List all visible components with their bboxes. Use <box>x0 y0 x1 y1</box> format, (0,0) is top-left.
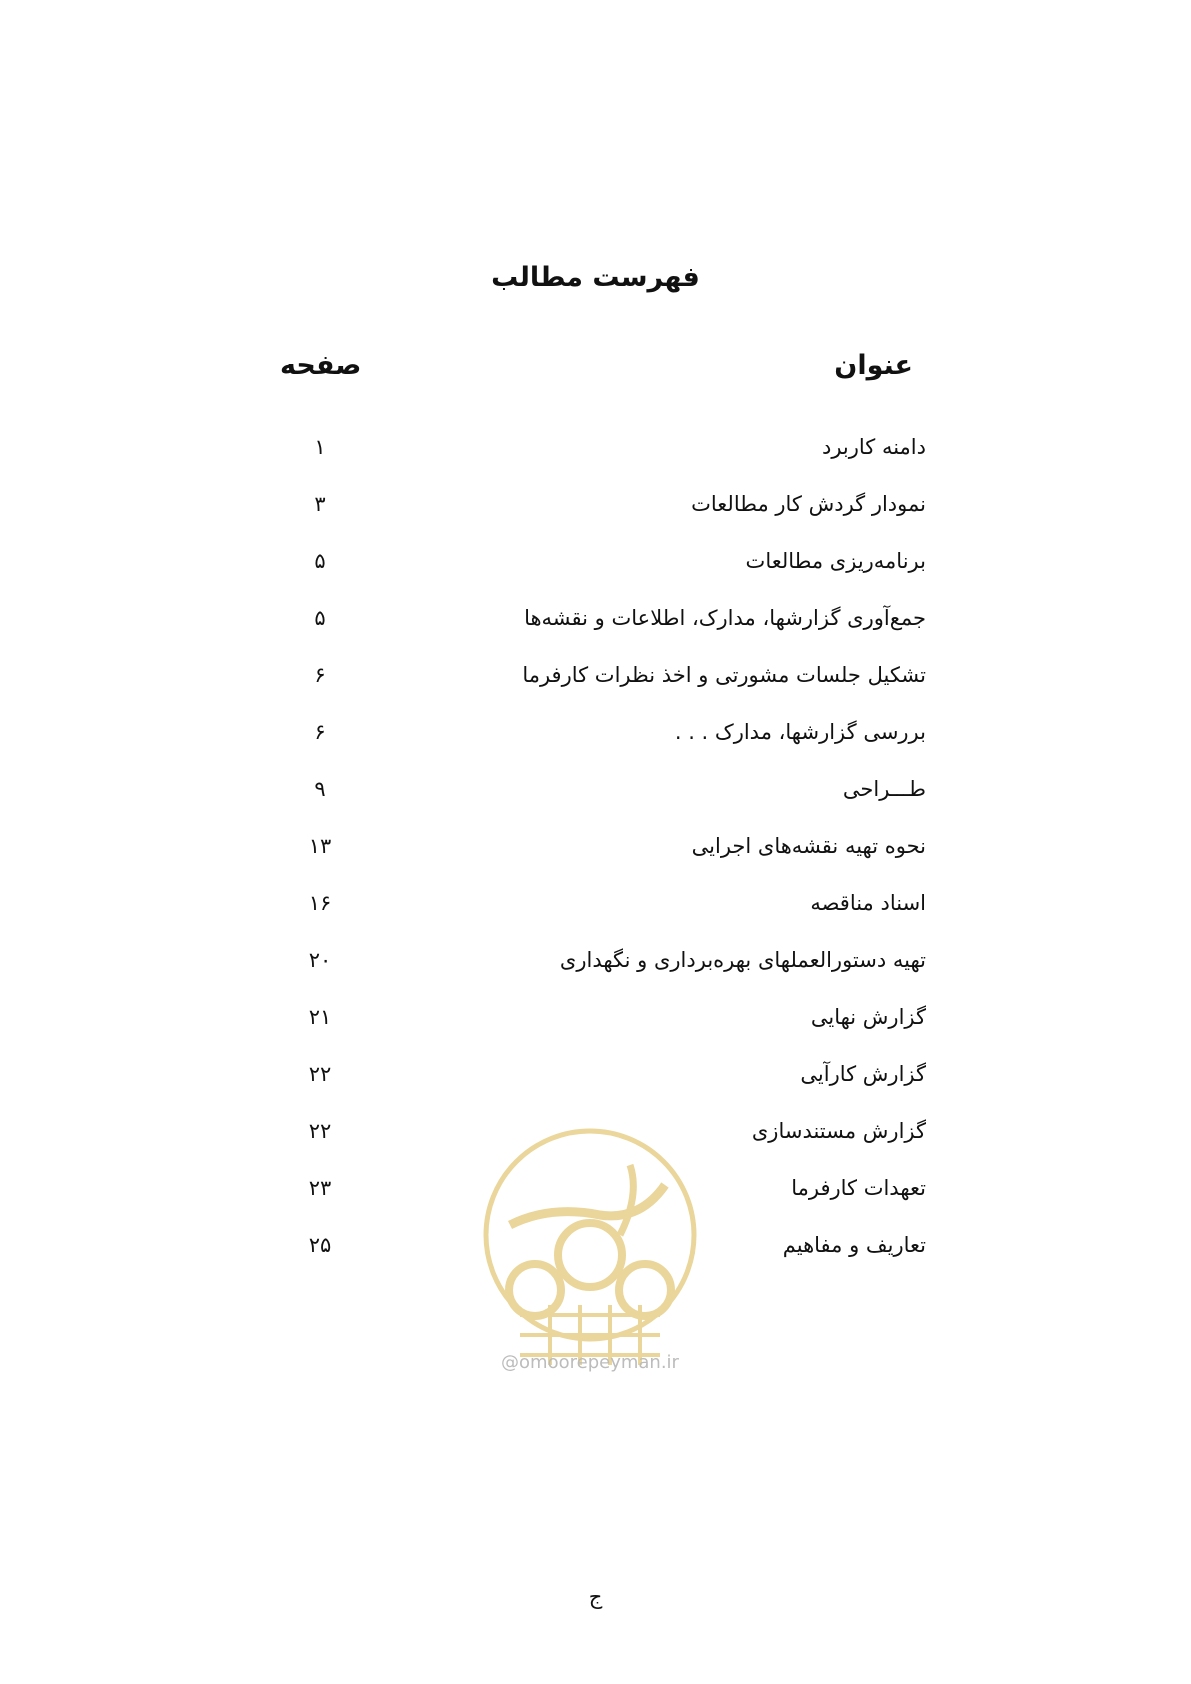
toc-entry-page: ۳ <box>314 491 326 516</box>
toc-entry <box>300 1045 926 1102</box>
toc-entry-page: ۲۲ <box>308 1061 332 1086</box>
toc-entry-page: ۶ <box>314 719 326 744</box>
toc-entry-title: نمودار گردش کار مطالعات <box>691 491 926 516</box>
toc-entry-title: اسناد مناقصه <box>810 890 926 915</box>
toc-entry-title: نحوه تهیه نقشه‌های اجرایی <box>691 833 926 858</box>
toc-entry-page: ۱ <box>314 434 326 459</box>
toc-entry-page: ۲۱ <box>308 1004 332 1029</box>
page-number: ج <box>588 1585 603 1609</box>
toc-entry-page: ۲۲ <box>308 1118 332 1143</box>
toc-entry-page: ۱۶ <box>308 890 332 915</box>
toc-entry <box>300 589 926 646</box>
toc-entry-title: تعاریف و مفاهیم <box>782 1232 926 1257</box>
toc-entry-title: تعهدات کارفرما <box>791 1175 926 1200</box>
toc-entry-title: جمع‌آوری گزارشها، مدارک، اطلاعات و نقشه‌ها <box>524 605 926 630</box>
toc-entry-page: ۹ <box>314 776 326 801</box>
toc-entry-page: ۲۵ <box>308 1232 332 1257</box>
toc-entry-title: برنامه‌ریزی مطالعات <box>745 548 926 573</box>
toc-entry <box>300 874 926 931</box>
toc-entry <box>300 931 926 988</box>
toc-entry <box>300 817 926 874</box>
toc-entry <box>300 988 926 1045</box>
toc-entry <box>300 532 926 589</box>
toc-entry-title: تشکیل جلسات مشورتی و اخذ نظرات کارفرما <box>522 662 926 687</box>
toc-entry-title: بررسی گزارشها، مدارک . . . <box>674 719 926 744</box>
toc-entry-title: دامنه کاربرد <box>821 434 926 459</box>
column-header-title: عنوان <box>834 350 913 381</box>
toc-entry-page: ۲۳ <box>308 1175 332 1200</box>
toc-entry-title: طـــراحی <box>842 776 926 801</box>
watermark-caption: @omoorepeyman.ir <box>501 1352 679 1373</box>
column-header-page: صفحه <box>280 350 362 381</box>
toc-entry <box>300 475 926 532</box>
toc-entry-page: ۱۳ <box>308 833 332 858</box>
toc-entry <box>300 760 926 817</box>
toc-entry <box>300 703 926 760</box>
page-title: فهرست مطالب <box>491 262 700 293</box>
toc-entry-title: گزارش کارآیی <box>800 1061 926 1086</box>
toc-entry-page: ۵ <box>314 548 326 573</box>
toc-entry-title: تهیه دستورالعملهای بهره‌برداری و نگهداری <box>559 947 926 972</box>
watermark-seal-icon <box>480 1125 700 1375</box>
toc-entry-title: گزارش مستندسازی <box>751 1118 926 1143</box>
toc-entry <box>300 418 926 475</box>
toc-entry-title: گزارش نهایی <box>810 1004 926 1029</box>
toc-entry-page: ۶ <box>314 662 326 687</box>
toc-entry <box>300 646 926 703</box>
toc-entry-page: ۲۰ <box>308 947 332 972</box>
toc-entry-page: ۵ <box>314 605 326 630</box>
